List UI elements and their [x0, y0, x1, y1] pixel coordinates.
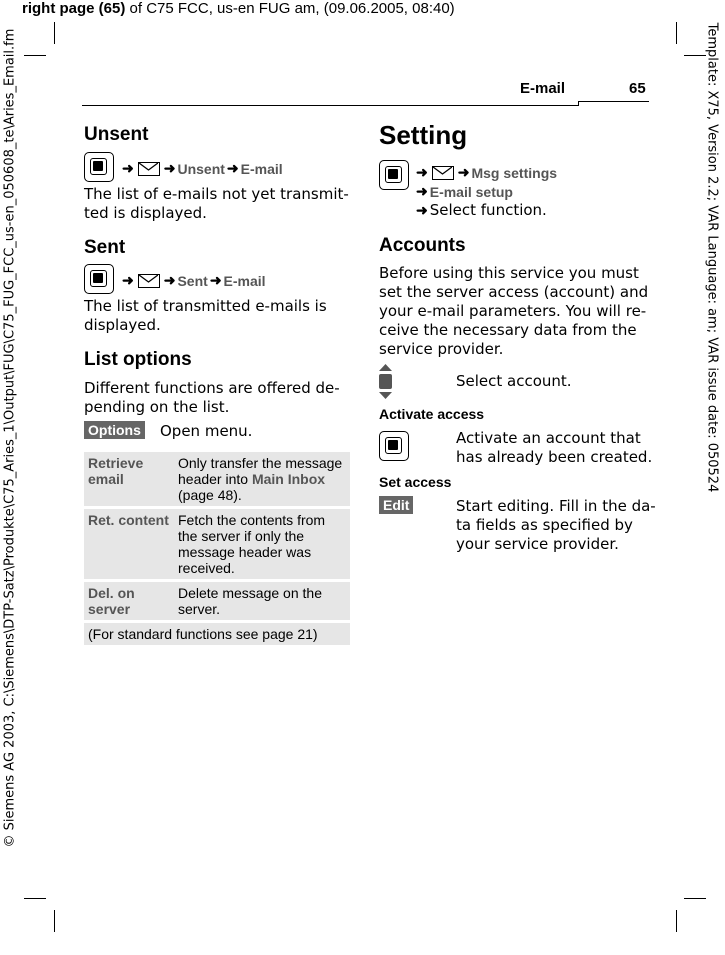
- text-line: ted is displayed.: [84, 204, 207, 222]
- option-key: Ret. content: [84, 509, 174, 579]
- path-item: E-mail: [240, 160, 283, 177]
- text-line: ceive the necessary data from the: [379, 321, 637, 339]
- arrow-icon: ➜: [457, 164, 470, 180]
- envelope-icon: [432, 166, 454, 180]
- arrow-icon: ➜: [163, 272, 176, 288]
- nav-key-icon: [379, 160, 409, 190]
- table-row: [84, 509, 350, 579]
- text-line: The list of e-mails not yet transmit-: [84, 185, 349, 203]
- path-item: Sent: [177, 272, 208, 289]
- envelope-icon: [138, 162, 160, 176]
- unsent-description: [84, 185, 349, 223]
- option-desc: Delete message on the server.: [174, 582, 350, 620]
- option-key: Del. on server: [84, 582, 174, 620]
- text-line: displayed.: [84, 316, 161, 334]
- path-item: E-mail: [223, 272, 266, 289]
- text-line: service provider.: [379, 340, 504, 358]
- envelope-icon: [138, 274, 160, 288]
- options-softkey[interactable]: Options: [84, 421, 145, 439]
- text-line: The list of transmitted e-mails is: [84, 297, 327, 315]
- arrow-icon: ➜: [163, 160, 176, 176]
- text-line: ta fields as specified by: [456, 516, 633, 534]
- text-line: your e-mail parameters. You will re-: [379, 302, 647, 320]
- accounts-description: [379, 264, 648, 359]
- heading-activate-access: Activate access: [379, 406, 485, 422]
- print-meta-bold: right page (65): [22, 0, 126, 17]
- option-desc: Only transfer the message header into Main Inbox (page 48).: [174, 452, 350, 506]
- highlight-term: Main Inbox: [251, 471, 326, 487]
- option-key: Retrieve email: [84, 452, 174, 506]
- options-table: [84, 449, 350, 648]
- nav-key-icon: [379, 431, 409, 461]
- nav-key-icon: [84, 152, 114, 182]
- path-item: E-mail setup: [429, 183, 513, 200]
- up-down-key-icon: [377, 364, 394, 400]
- table-row: [84, 582, 350, 620]
- text-line: Activate an account that: [456, 429, 641, 447]
- menu-path-setting: [414, 164, 557, 181]
- crop-mark: [684, 55, 706, 56]
- arrow-icon: ➜: [122, 160, 134, 176]
- crop-mark: [684, 898, 706, 899]
- text-line: your service provider.: [456, 535, 619, 553]
- arrow-icon: ➜: [416, 183, 428, 199]
- crop-mark: [24, 898, 46, 899]
- table-note: (For standard functions see page 21): [84, 623, 350, 645]
- menu-path-unsent: [120, 160, 283, 177]
- side-template-text: Template: X75, Version 2.2; VAR Language: am; VAR issue date: 050524: [704, 22, 720, 493]
- arrow-icon: ➜: [209, 272, 222, 288]
- header-rule: [82, 105, 648, 106]
- menu-path-setting-3: [414, 201, 547, 219]
- crop-mark: [24, 55, 46, 56]
- text-line: Different functions are offered de-: [84, 379, 340, 397]
- header-tab: [578, 101, 649, 106]
- heading-setting: Setting: [379, 120, 468, 150]
- arrow-icon: ➜: [226, 160, 239, 176]
- options-softkey-desc: Open menu.: [160, 422, 253, 440]
- menu-path-sent: [120, 272, 266, 289]
- option-desc: Fetch the contents from the server if only the message header was received.: [174, 509, 350, 579]
- heading-accounts: Accounts: [379, 235, 466, 256]
- table-row: [84, 452, 350, 506]
- select-account-text: Select account.: [456, 372, 572, 390]
- heading-set-access: Set access: [379, 474, 452, 490]
- text-line: set the server access (account) and: [379, 283, 649, 301]
- arrow-icon: ➜: [416, 164, 428, 180]
- crop-mark: [676, 22, 677, 44]
- text-line: Before using this service you must: [379, 264, 639, 282]
- crop-mark: [54, 910, 55, 932]
- print-meta-line: [22, 0, 455, 17]
- edit-softkey[interactable]: Edit: [379, 496, 413, 514]
- page-header-title: E-mail: [520, 80, 566, 97]
- heading-sent: Sent: [84, 237, 126, 258]
- list-options-description: [84, 379, 340, 417]
- nav-key-icon: [84, 264, 114, 294]
- heading-unsent: Unsent: [84, 124, 149, 145]
- menu-path-setting-2: [414, 183, 513, 200]
- crop-mark: [676, 910, 677, 932]
- sent-description: [84, 297, 327, 335]
- path-item: Unsent: [177, 160, 225, 177]
- table-row: [84, 623, 350, 645]
- page-number: 65: [629, 80, 646, 97]
- activate-access-text: [456, 429, 652, 467]
- path-item: Msg settings: [471, 164, 558, 181]
- side-copyright-text: © Siemens AG 2003, C:\Siemens\DTP-Satz\Produkte\C75_Aries_1\Output\FUG\C75_FUG_FCC_us-en_050608_te\Aries_Email.fm: [2, 28, 18, 848]
- heading-list-options: List options: [84, 349, 192, 370]
- text-line: Start editing. Fill in the da-: [456, 497, 656, 515]
- path-item: Select function.: [429, 201, 547, 219]
- text-line: pending on the list.: [84, 398, 230, 416]
- edit-description: [456, 497, 656, 554]
- text-line: has already been created.: [456, 448, 653, 466]
- arrow-icon: ➜: [122, 272, 134, 288]
- print-meta-rest: of C75 FCC, us-en FUG am, (09.06.2005, 08:40): [125, 0, 455, 17]
- crop-mark: [54, 22, 55, 44]
- arrow-icon: ➜: [416, 202, 428, 218]
